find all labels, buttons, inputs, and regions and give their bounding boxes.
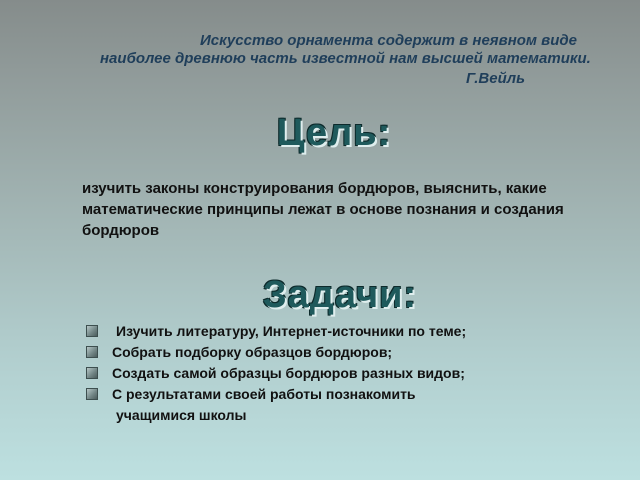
task-item <box>86 384 466 426</box>
square-bullet-icon <box>86 346 98 358</box>
epigraph-line-1: Искусство орнамента содержит в неявном виде <box>200 32 578 49</box>
task-item-text: Собрать подборку образцов бордюров; <box>112 344 393 360</box>
task-item <box>86 342 466 363</box>
task-item-continuation: учащимися школы <box>116 407 247 423</box>
square-bullet-icon <box>86 325 98 337</box>
goal-heading: Цель: <box>276 112 392 154</box>
square-bullet-icon <box>86 367 98 379</box>
task-item-text: С результатами своей работы познакомить <box>112 386 416 402</box>
task-item-text: Изучить литературу, Интернет-источники по теме; <box>116 323 467 339</box>
epigraph-author: Г.Вейль <box>466 70 526 87</box>
tasks-heading: Задачи: <box>262 274 418 316</box>
goal-text: изучить законы конструирования бордюров, выяснить, какие математические принципы лежат в основе познания и создания бордюров <box>82 180 564 239</box>
task-item-text: Создать самой образцы бордюров разных видов; <box>112 365 465 381</box>
epigraph-line-2: наиболее древнюю часть известной нам высшей математики. <box>100 50 591 67</box>
task-item <box>86 321 466 342</box>
square-bullet-icon <box>86 388 98 400</box>
task-item <box>86 363 466 384</box>
tasks-list <box>86 321 466 426</box>
